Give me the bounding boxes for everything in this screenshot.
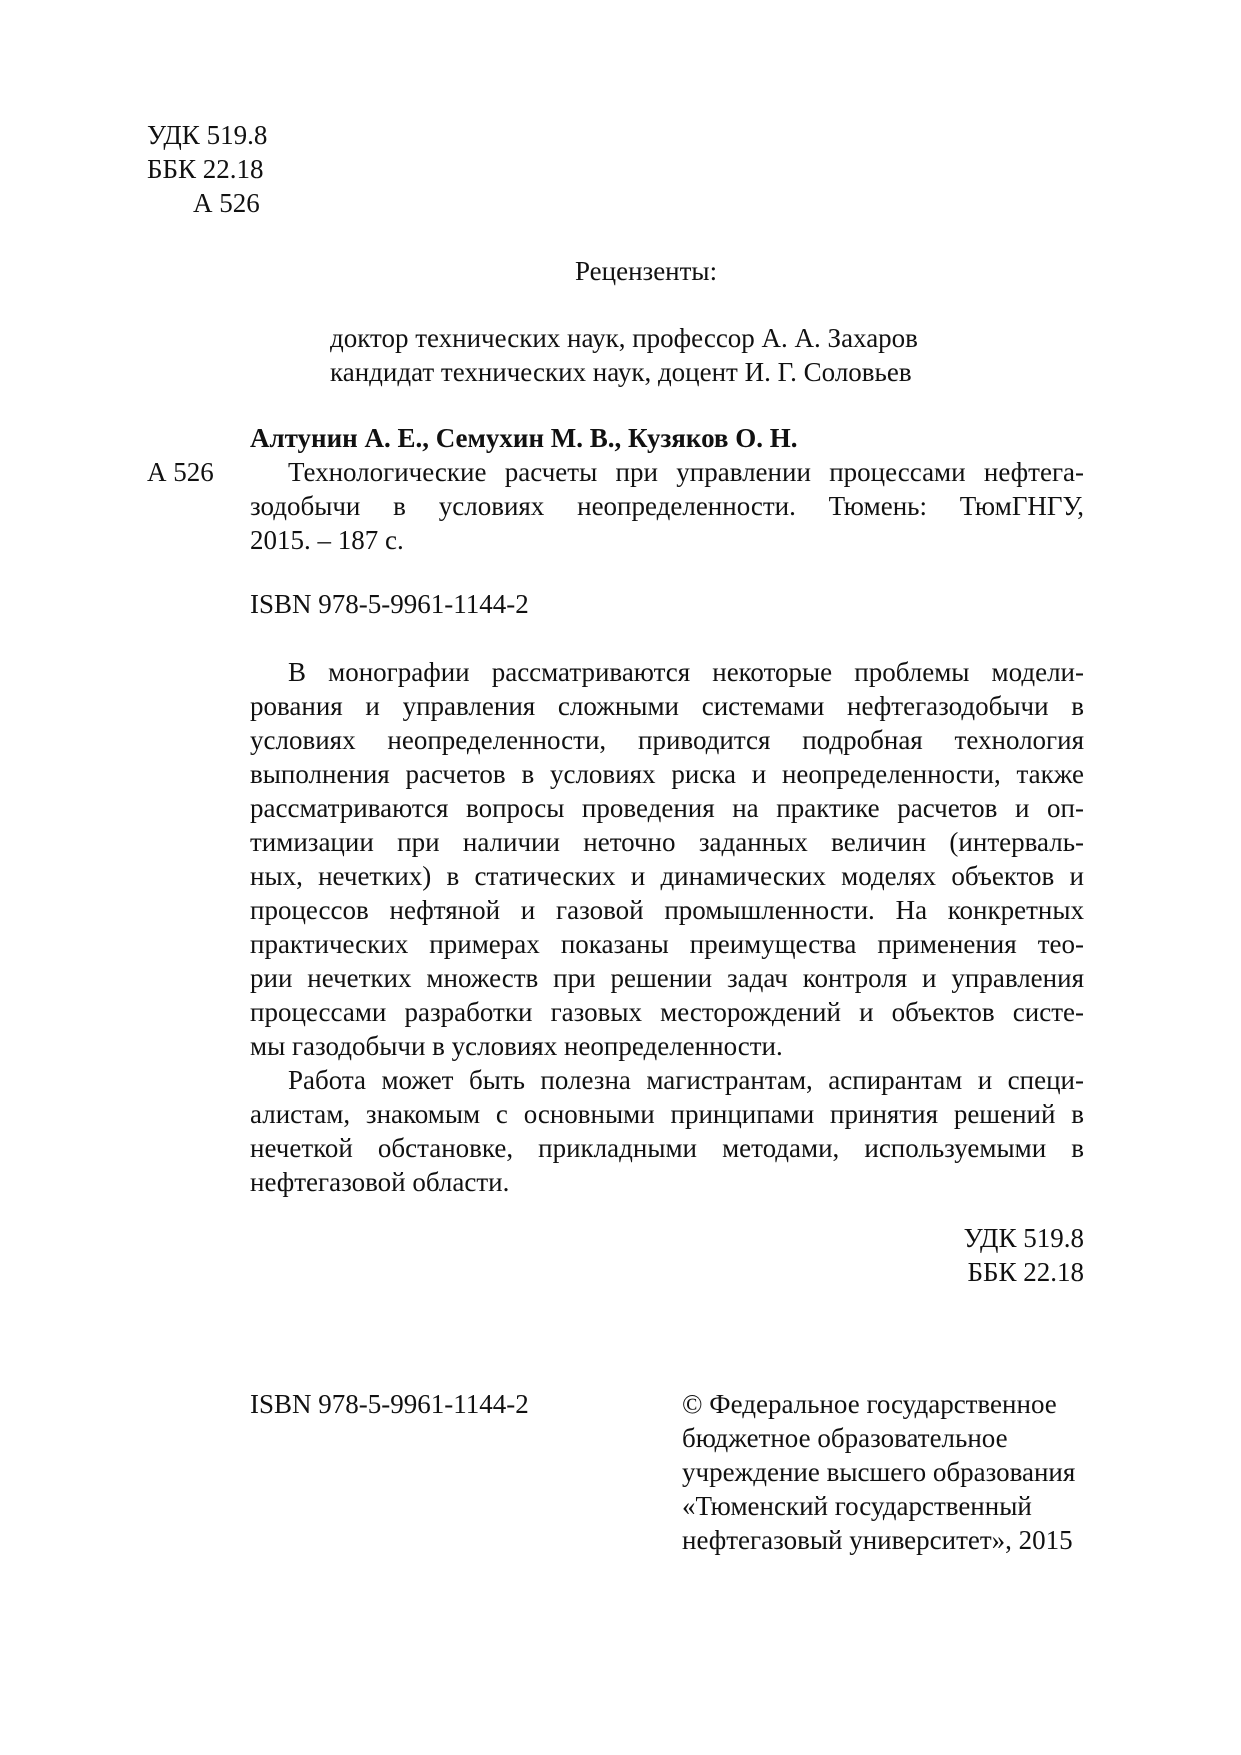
bibliography-line: зодобычи в условиях неопределенности. Тюмень: ТюмГНГУ, xyxy=(250,491,1084,521)
reviewer-line: доктор технических наук, профессор А. А. Захаров xyxy=(330,323,918,353)
reviewers-heading: Рецензенты: xyxy=(575,256,718,286)
bibliography-line: Технологические расчеты при управлении процессами нефтега- xyxy=(288,457,1084,487)
abstract-line: нефтегазовой области. xyxy=(250,1167,510,1197)
bibliography-description xyxy=(250,455,1084,557)
footer-bbk: ББК 22.18 xyxy=(967,1257,1084,1287)
abstract xyxy=(250,655,1084,1199)
header-udk: УДК 519.8 xyxy=(147,120,268,150)
bibliography-code: А 526 xyxy=(147,457,214,487)
abstract-line: тимизации при наличии неточно заданных величин (интерваль- xyxy=(250,827,1084,857)
copyright-line: нефтегазовый университет», 2015 xyxy=(682,1525,1073,1555)
bibliography-line: 2015. – 187 с. xyxy=(250,525,404,555)
abstract-line: В монографии рассматриваются некоторые проблемы модели- xyxy=(288,657,1084,687)
abstract-line: рования и управления сложными системами нефтегазодобычи в xyxy=(250,691,1084,721)
abstract-line: выполнения расчетов в условиях риска и неопределенности, также xyxy=(250,759,1084,789)
abstract-line: нечеткой обстановке, прикладными методами, используемыми в xyxy=(250,1133,1084,1163)
authors: Алтунин А. Е., Семухин М. В., Кузяков О. Н. xyxy=(250,423,798,453)
copyright-line: «Тюменский государственный xyxy=(682,1491,1032,1521)
bibliography-isbn: ISBN 978-5-9961-1144-2 xyxy=(250,589,529,619)
imprint-isbn: ISBN 978-5-9961-1144-2 xyxy=(250,1389,529,1419)
footer-udk: УДК 519.8 xyxy=(963,1223,1084,1253)
abstract-line: Работа может быть полезна магистрантам, аспирантам и специ- xyxy=(288,1065,1084,1095)
copyright-line: бюджетное образовательное xyxy=(682,1423,1008,1453)
abstract-line: рассматриваются вопросы проведения на практике расчетов и оп- xyxy=(250,793,1084,823)
abstract-line: мы газодобычи в условиях неопределенности. xyxy=(250,1031,783,1061)
abstract-line: алистам, знакомым с основными принципами принятия решений в xyxy=(250,1099,1084,1129)
header-code: А 526 xyxy=(193,188,260,218)
abstract-line: процессами разработки газовых месторождений и объектов систе- xyxy=(250,997,1084,1027)
abstract-line: рии нечетких множеств при решении задач контроля и управления xyxy=(250,963,1084,993)
abstract-line: практических примерах показаны преимущества применения тео- xyxy=(250,929,1084,959)
copyright-line: учреждение высшего образования xyxy=(682,1457,1076,1487)
reviewer-line: кандидат технических наук, доцент И. Г. Соловьев xyxy=(330,357,912,387)
abstract-line: процессов нефтяной и газовой промышленности. На конкретных xyxy=(250,895,1084,925)
abstract-line: ных, нечетких) в статических и динамических моделях объектов и xyxy=(250,861,1084,891)
abstract-line: условиях неопределенности, приводится подробная технология xyxy=(250,725,1084,755)
copyright-line: © Федеральное государственное xyxy=(682,1389,1057,1419)
header-bbk: ББК 22.18 xyxy=(147,154,264,184)
